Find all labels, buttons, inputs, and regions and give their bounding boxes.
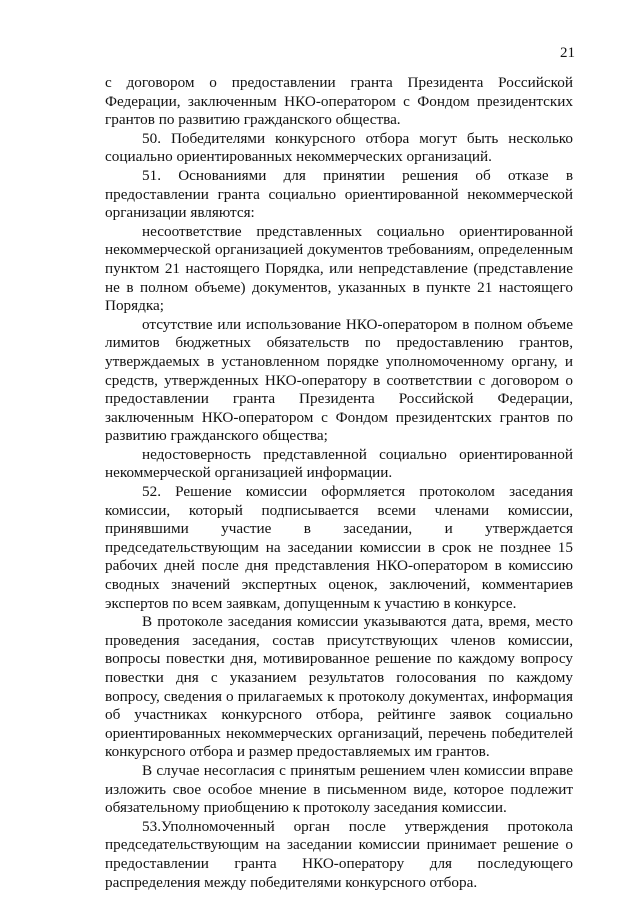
paragraph-50: 50. Победителями конкурсного отбора могут быть несколько социально ориентированных некоммерческих организаций. xyxy=(105,129,573,166)
paragraph-52-dissent: В случае несогласия с принятым решением член комиссии вправе изложить свое особое мнение в письменном виде, которое подлежит обязательному приобщению к протоколу заседания комиссии. xyxy=(105,761,573,817)
paragraph-continuation: с договором о предоставлении гранта Президента Российской Федерации, заключенным НКО-оператором с Фондом президентских грантов по развитию гражданского общества. xyxy=(105,74,573,129)
paragraph-51-item-1: несоответствие представленных социально ориентированной некоммерческой организацией документов требованиям, определенным пунктом 21 настоящего Порядка, или непредставление (представление не в полном объеме) документов, указанных в пункте 21 настоящего Порядка; xyxy=(105,222,573,315)
paragraph-53: 53.Уполномоченный орган после утверждения протокола председательствующим на заседании комиссии принимает решение о предоставлении гранта НКО-оператору для последующего распределения между победителями конкурсного отбора. xyxy=(105,817,573,891)
page-number: 21 xyxy=(560,45,575,61)
paragraph-51-item-3: недостоверность представленной социально ориентированной некоммерческой организацией информации. xyxy=(105,445,573,482)
paragraph-52: 52. Решение комиссии оформляется протоколом заседания комиссии, который подписывается всеми членами комиссии, принявшими участие в заседании, и утверждается председательствующим на заседании комиссии в срок не позднее 15 рабочих дней после дня представления НКО-оператором в комиссию сводных значений экспертных оценок, заключений, комментариев экспертов по всем заявкам, допущенным к участию в конкурсе. xyxy=(105,483,573,612)
document-body xyxy=(105,74,573,892)
paragraph-52-protocol: В протоколе заседания комиссии указываются дата, время, место проведения заседания, состав присутствующих членов комиссии, вопросы повестки дня, мотивированное решение по каждому вопросу повестки дня с указанием результатов голосования по каждому вопросу, сведения о прилагаемых к протоколу документах, информация об участниках конкурсного отбора, рейтинге заявок социально ориентированных некоммерческих организаций, перечень победителей конкурсного отбора и размер предоставляемых им грантов. xyxy=(105,613,573,761)
paragraph-51: 51. Основаниями для принятии решения об отказе в предоставлении гранта социально ориентированной некоммерческой организации являются: xyxy=(105,166,573,222)
paragraph-51-item-2: отсутствие или использование НКО-оператором в полном объеме лимитов бюджетных обязательств по предоставлению грантов, утверждаемых в установленном порядке уполномоченному органу, и средств, утвержденных НКО-оператору в соответствии с договором о предоставлении гранта Президента Российской Федерации, заключенным НКО-оператором с Фондом президентских грантов по развитию гражданского общества; xyxy=(105,315,573,445)
